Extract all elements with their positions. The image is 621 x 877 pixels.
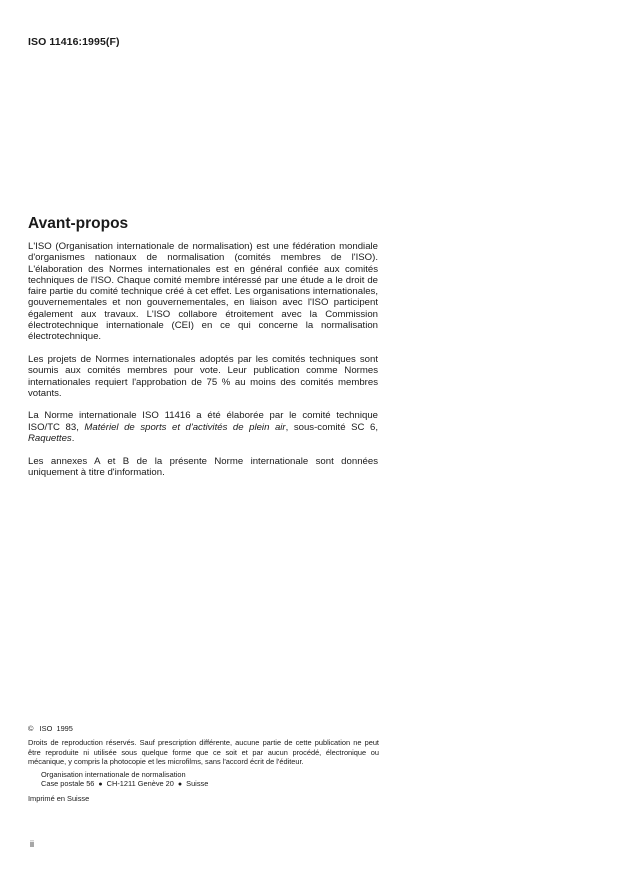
foreword-body bbox=[28, 241, 378, 478]
copyright-block bbox=[28, 724, 379, 803]
printed-in: Imprimé en Suisse bbox=[28, 793, 90, 803]
organisation-name: Organisation internationale de normalisation bbox=[41, 770, 186, 780]
copyright-line bbox=[28, 724, 379, 733]
committee-text-c: . bbox=[71, 433, 75, 445]
paragraph-voting: Les projets de Normes internationales adoptés par les comités techniques sont soumis aux comités membres pour vote. Leur publication comme Normes internationales requiert l'approbation de 75 % au moins des comités membres votants. bbox=[28, 353, 378, 399]
committee-name: Matériel de sports et d'activités de plein air bbox=[84, 421, 286, 433]
publisher-address bbox=[28, 770, 379, 790]
document-id-header: ISO 11416:1995(F) bbox=[28, 36, 120, 48]
committee-text-b: , sous-comité SC 6, bbox=[285, 421, 378, 433]
bullet-icon: ● bbox=[98, 781, 103, 789]
page-number: ii bbox=[30, 839, 34, 849]
section-title: Avant-propos bbox=[28, 215, 129, 232]
rights-notice: Droits de reproduction réservés. Sauf prescription différente, aucune partie de cette publication ne peut être reproduite ni utilisée sous quelque forme que ce soit et par aucun procédé, électronique ou mécanique, y compris la photocopie et les microfilms, sans l'accord écrit de l'éditeur. bbox=[28, 738, 379, 766]
paragraph-committee bbox=[28, 410, 378, 444]
bullet-icon: ● bbox=[177, 781, 183, 789]
country: Suisse bbox=[186, 779, 209, 789]
copyright-icon: © bbox=[28, 724, 34, 733]
city: CH-1211 Genève 20 bbox=[106, 779, 174, 789]
postal-address bbox=[41, 779, 379, 789]
committee-text-a: La Norme internationale ISO 11416 a été élaborée par le comité technique ISO/TC 83, bbox=[28, 410, 378, 433]
copyright-year: ISO 1995 bbox=[39, 724, 73, 733]
po-box: Case postale 56 bbox=[41, 779, 95, 789]
paragraph-iso-description: L'ISO (Organisation internationale de normalisation) est une fédération mondiale d'organismes nationaux de normalisation (comités membres de l'ISO). L'élaboration des Normes internationales est en général confiée aux comités techniques de l'ISO. Chaque comité membre intéressé par une étude a le droit de faire partie du comité technique créé à cet effet. Les organisations internationales, gouvernementales et non gouvernementales, en liaison avec l'ISO participent également aux travaux. L'ISO collabore étroitement avec la Commission électrotechnique internationale (CEI) en ce qui concerne la normalisation électrotechnique. bbox=[28, 241, 378, 343]
subcommittee-name: Raquettes bbox=[28, 433, 72, 445]
paragraph-annexes: Les annexes A et B de la présente Norme internationale sont données uniquement à titre d'information. bbox=[28, 455, 378, 478]
